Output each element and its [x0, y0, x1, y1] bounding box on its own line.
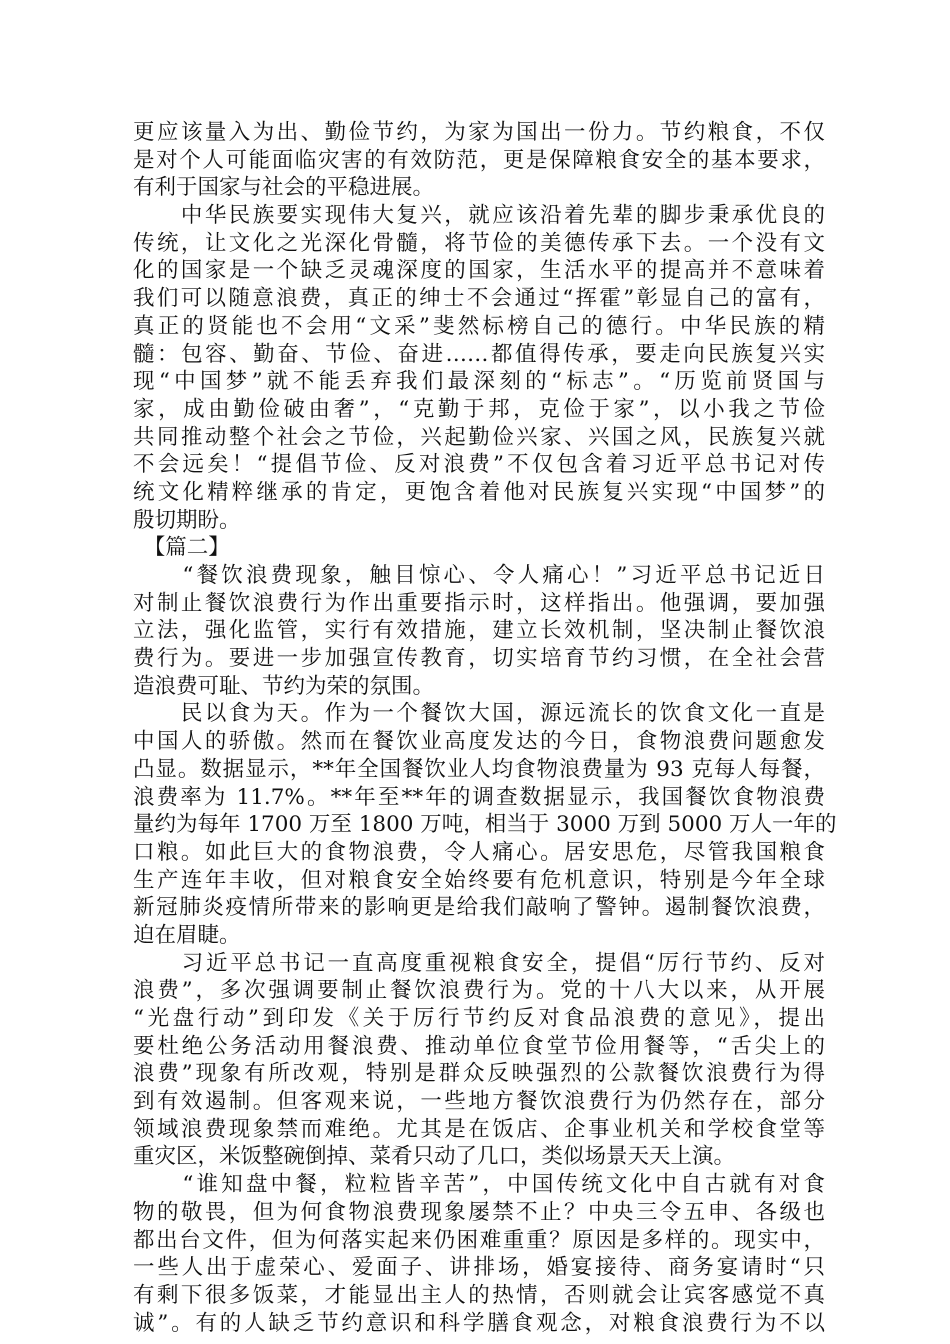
text-line: 髓：包容、勤奋、节俭、奋进……都值得传承，要走向民族复兴实	[133, 341, 825, 367]
text-line: 口粮。如此巨大的食物浪费，令人痛心。居安思危，尽管我国粮食	[133, 839, 825, 865]
text-line: 有剩下很多饭菜，才能显出主人的热情，否则就会让宾客感觉不真	[133, 1282, 825, 1308]
text-line: 殷切期盼。	[133, 507, 241, 533]
text-line: 要杜绝公务活动用餐浪费、推动单位食堂节俭用餐等，“舌尖上的	[133, 1033, 825, 1059]
text-line: 统文化精粹继承的肯定，更饱含着他对民族复兴实现“中国梦”的	[133, 479, 825, 505]
text-line: 浪费”现象有所改观，特别是群众反映强烈的公款餐饮浪费行为得	[133, 1061, 825, 1087]
text-line: 诚”。有的人缺乏节约意识和科学膳食观念，对粮食浪费行为不以	[133, 1310, 825, 1336]
text-line: 费行为。要进一步加强宣传教育，切实培育节约习惯，在全社会营	[133, 646, 825, 672]
text-line: 我们可以随意浪费，真正的绅士不会通过“挥霍”彰显自己的富有，	[133, 286, 825, 312]
text-line: 是对个人可能面临灾害的有效防范，更是保障粮食安全的基本要求，	[133, 147, 825, 173]
text-line: 家，成由勤俭破由奢”，“克勤于邦，克俭于家”，以小我之节俭	[133, 396, 825, 422]
text-line: 一些人出于虚荣心、爱面子、讲排场，婚宴接待、商务宴请时“只	[133, 1255, 825, 1281]
text-line: 浪费率为 11.7%。**年至**年的调查数据显示，我国餐饮食物浪费	[133, 784, 825, 810]
text-line: 习近平总书记一直高度重视粮食安全，提倡“厉行节约、反对	[133, 950, 825, 976]
body-text	[133, 119, 837, 1337]
text-line: 更应该量入为出、勤俭节约，为家为国出一份力。节约粮食，不仅	[133, 120, 825, 145]
text-line: 迫在眉睫。	[133, 922, 241, 948]
text-line: 领域浪费现象禁而难绝。尤其是在饭店、企事业机关和学校食堂等	[133, 1116, 825, 1142]
text-line: 中华民族要实现伟大复兴，就应该沿着先辈的脚步秉承优良的	[133, 203, 825, 229]
text-line: 浪费”，多次强调要制止餐饮浪费行为。党的十八大以来，从开展	[133, 978, 825, 1004]
text-line: 量约为每年 1700 万至 1800 万吨，相当于 3000 万到 5000 万人一年的	[133, 812, 837, 838]
text-line: 对制止餐饮浪费行为作出重要指示时，这样指出。他强调，要加强	[133, 590, 825, 616]
text-line: 共同推动整个社会之节俭，兴起勤俭兴家、兴国之风，民族复兴就	[133, 424, 825, 450]
text-line: 重灾区，米饭整碗倒掉、菜肴只动了几口，类似场景天天上演。	[133, 1144, 736, 1170]
text-line: “谁知盘中餐，粒粒皆辛苦”，中国传统文化中自古就有对食	[133, 1172, 825, 1198]
text-line: 都出台文件，但为何落实起来仍困难重重？原因是多样的。现实中，	[133, 1227, 825, 1253]
text-line: 中国人的骄傲。然而在餐饮业高度发达的今日，食物浪费问题愈发	[133, 729, 825, 755]
text-line: 不会远矣！“提倡节俭、反对浪费”不仅包含着习近平总书记对传	[133, 452, 825, 478]
text-line: 物的敬畏，但为何食物浪费现象屡禁不止？中央三令五申、各级也	[133, 1199, 825, 1225]
text-line: 现“中国梦”就不能丢弃我们最深刻的“标志”。“历览前贤国与	[133, 369, 825, 395]
text-line: 传统，让文化之光深化骨髓，将节俭的美德传承下去。一个没有文	[133, 230, 825, 256]
text-line: 立法，强化监管，实行有效措施，建立长效机制，坚决制止餐饮浪	[133, 618, 825, 644]
text-line: 民以食为天。作为一个餐饮大国，源远流长的饮食文化一直是	[133, 701, 825, 727]
text-line: 造浪费可耻、节约为荣的氛围。	[133, 673, 435, 699]
text-line: 到有效遏制。但客观来说，一些地方餐饮浪费行为仍然存在，部分	[133, 1089, 825, 1115]
text-line: 真正的贤能也不会用“文采”斐然标榜自己的德行。中华民族的精	[133, 313, 825, 339]
section-heading: 【篇二】	[133, 535, 230, 561]
text-line: 生产连年丰收，但对粮食安全始终要有危机意识，特别是今年全球	[133, 867, 825, 893]
text-line: 凸显。数据显示，**年全国餐饮业人均食物浪费量为 93 克每人每餐，	[133, 756, 825, 782]
text-line: “餐饮浪费现象，触目惊心、令人痛心！”习近平总书记近日	[133, 563, 825, 588]
text-line: 化的国家是一个缺乏灵魂深度的国家，生活水平的提高并不意味着	[133, 258, 825, 284]
text-line: 新冠肺炎疫情所带来的影响更是给我们敲响了警钟。遏制餐饮浪费，	[133, 895, 825, 921]
text-line: “光盘行动”到印发《关于厉行节约反对食品浪费的意见》，提出	[133, 1006, 825, 1031]
text-line: 有利于国家与社会的平稳进展。	[133, 175, 435, 201]
